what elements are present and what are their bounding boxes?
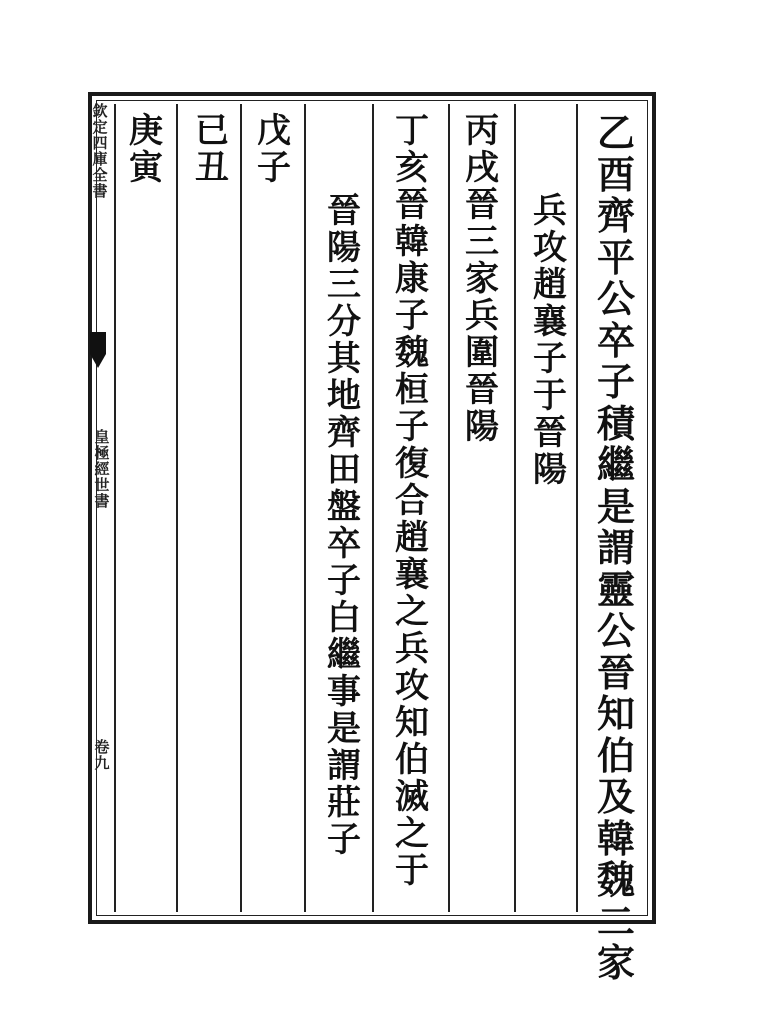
glyph: 晉: [327, 191, 361, 231]
glyph: 乙: [596, 110, 635, 155]
margin-glyph: 書: [92, 182, 108, 200]
margin-page-number: [93, 740, 111, 772]
glyph: 之: [395, 814, 429, 854]
glyph: 合: [395, 481, 429, 521]
glyph: 陽: [465, 407, 499, 447]
glyph: 趙: [533, 265, 567, 305]
glyph: 子: [327, 561, 361, 601]
glyph: 兵: [395, 629, 429, 669]
glyph: 晉: [465, 370, 499, 410]
glyph: 子: [327, 820, 361, 860]
glyph: 陽: [533, 450, 567, 490]
margin-glyph: 庫: [92, 150, 108, 168]
column-rule: [114, 104, 116, 912]
fish-tail-mark: [88, 330, 108, 370]
margin-glyph: 極: [94, 444, 110, 462]
margin-glyph: 欽: [92, 102, 108, 120]
glyph: 圍: [465, 333, 499, 373]
glyph: 卒: [596, 317, 635, 363]
margin-glyph: 經: [94, 460, 110, 478]
page-frame: [88, 92, 656, 985]
glyph: 知: [596, 691, 635, 736]
column-rule: [304, 104, 306, 912]
glyph: 分: [327, 302, 361, 342]
margin-glyph: 四: [92, 134, 108, 152]
text-column-7: [188, 111, 236, 188]
margin-glyph: 皇: [94, 428, 110, 446]
glyph: 晉: [596, 649, 635, 695]
glyph: 晉: [533, 413, 567, 453]
column-rule: [176, 104, 178, 912]
glyph: 及: [596, 774, 635, 819]
glyph: 已: [195, 111, 229, 151]
glyph: 謂: [327, 746, 361, 786]
margin-glyph: 全: [92, 166, 108, 184]
glyph: 晉: [465, 185, 499, 225]
glyph: 繼: [327, 635, 361, 675]
glyph: 齊: [596, 193, 635, 238]
glyph: 桓: [395, 370, 429, 410]
glyph: 積: [596, 400, 635, 446]
glyph: 丑: [195, 148, 229, 188]
text-column-2: [526, 191, 574, 490]
glyph: 子: [257, 148, 291, 188]
glyph: 庚: [129, 111, 163, 151]
column-rule: [514, 104, 516, 912]
glyph: 伯: [596, 732, 635, 778]
glyph: 康: [395, 259, 429, 299]
glyph: 齊: [327, 413, 361, 453]
glyph: 其: [327, 339, 361, 379]
margin-top-label: [91, 104, 109, 200]
glyph: 戌: [465, 148, 499, 188]
glyph: 子: [395, 296, 429, 336]
margin-book-title: [93, 430, 111, 510]
glyph: 地: [327, 376, 361, 416]
glyph: 襄: [533, 302, 567, 342]
glyph: 韓: [596, 815, 635, 861]
glyph: 趙: [395, 518, 429, 558]
column-rule: [240, 104, 242, 912]
glyph: 子: [596, 359, 635, 404]
text-column-3: [458, 111, 506, 447]
glyph: 晉: [395, 185, 429, 225]
glyph: 酉: [596, 151, 635, 197]
glyph: 之: [395, 592, 429, 632]
margin-glyph: 卷: [94, 738, 110, 756]
glyph: 于: [533, 376, 567, 416]
glyph: 子: [395, 407, 429, 447]
glyph: 攻: [395, 666, 429, 706]
glyph: 陽: [327, 228, 361, 268]
text-column-4: [388, 111, 436, 891]
glyph: 繼: [596, 442, 635, 487]
glyph: 攻: [533, 228, 567, 268]
glyph: 公: [596, 276, 635, 321]
glyph: 莊: [327, 783, 361, 823]
glyph: 復: [395, 444, 429, 484]
glyph: 家: [465, 259, 499, 299]
glyph: 魏: [395, 333, 429, 373]
column-rule: [576, 104, 578, 912]
glyph: 是: [327, 709, 361, 749]
glyph: 家: [596, 940, 635, 985]
glyph: 靈: [596, 566, 635, 612]
glyph: 滅: [395, 777, 429, 817]
glyph: 戊: [257, 111, 291, 151]
glyph: 兵: [465, 296, 499, 336]
margin-glyph: 世: [94, 476, 110, 494]
glyph: 謂: [596, 525, 635, 570]
glyph: 事: [327, 672, 361, 712]
glyph: 三: [465, 222, 499, 262]
column-rule: [372, 104, 374, 912]
glyph: 魏: [596, 857, 635, 902]
glyph: 田: [327, 450, 361, 490]
glyph: 寅: [129, 148, 163, 188]
glyph: 兵: [533, 191, 567, 231]
glyph: 白: [327, 598, 361, 638]
text-column-8: [122, 111, 170, 188]
glyph: 丁: [395, 111, 429, 151]
glyph: 平: [596, 234, 635, 280]
text-column-5: [320, 191, 368, 860]
column-rule: [448, 104, 450, 912]
glyph: 韓: [395, 222, 429, 262]
glyph: 亥: [395, 148, 429, 188]
glyph: 伯: [395, 740, 429, 780]
margin-glyph: 定: [92, 118, 108, 136]
text-column-6: [250, 111, 298, 188]
glyph: 知: [395, 703, 429, 743]
glyph: 公: [596, 608, 635, 653]
glyph: 三: [327, 265, 361, 305]
margin-glyph: 書: [94, 492, 110, 510]
glyph: 于: [395, 851, 429, 891]
glyph: 子: [533, 339, 567, 379]
text-column-1: [592, 110, 640, 986]
glyph: 盤: [327, 487, 361, 527]
glyph: 襄: [395, 555, 429, 595]
margin-glyph: 九: [94, 754, 110, 772]
glyph: 丙: [465, 111, 499, 151]
glyph: 卒: [327, 524, 361, 564]
glyph: 二: [596, 898, 635, 944]
glyph: 是: [596, 483, 635, 529]
